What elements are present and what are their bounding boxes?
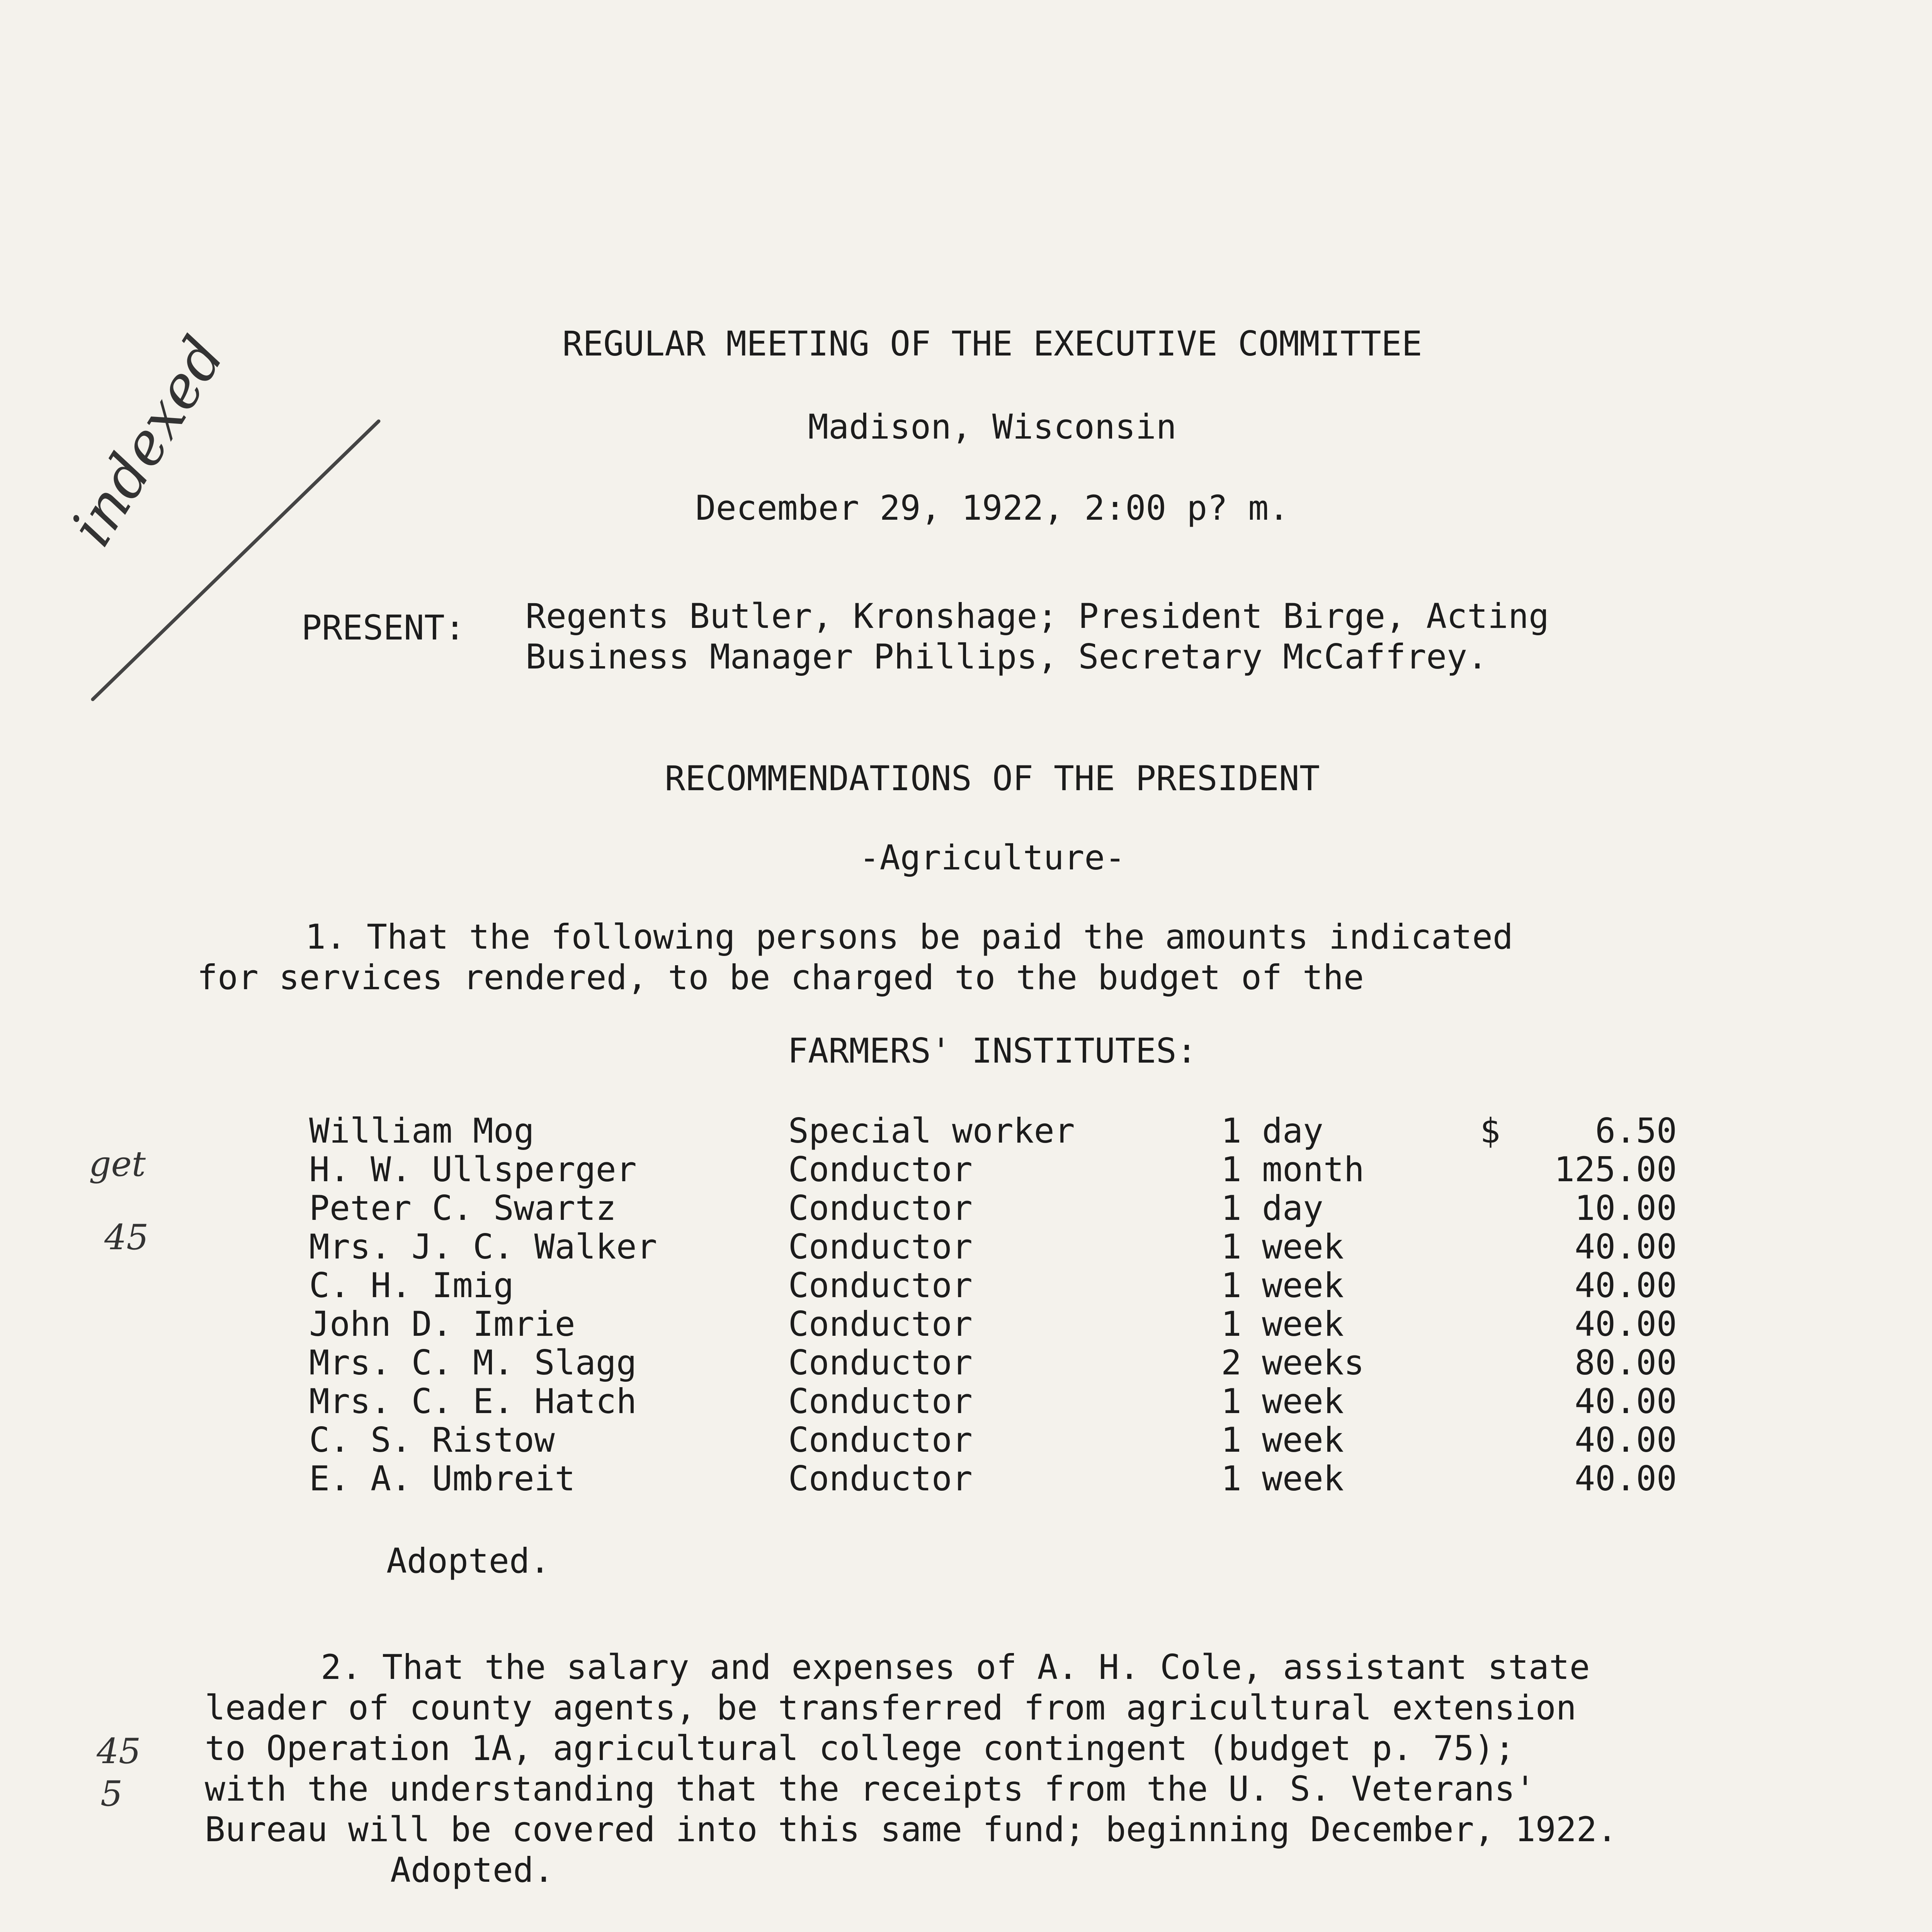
payee-role: Conductor	[788, 1304, 973, 1344]
agriculture-item2-line2: leader of county agents, be transferred from agricultural extension	[205, 1688, 1577, 1728]
table-row	[0, 1381, 1932, 1420]
meeting-location: Madison, Wisconsin	[808, 407, 1177, 447]
margin-note-get: get	[89, 1144, 146, 1184]
payee-role: Conductor	[788, 1420, 973, 1460]
table-row	[0, 1420, 1932, 1459]
payee-period: 1 day	[1221, 1188, 1323, 1228]
payee-role: Conductor	[788, 1381, 973, 1421]
table-row	[0, 1111, 1932, 1150]
payee-role: Special worker	[788, 1111, 1075, 1151]
table-row	[0, 1227, 1932, 1265]
currency-symbol: $	[1480, 1111, 1500, 1151]
payee-name: E. A. Umbreit	[309, 1459, 575, 1498]
payee-role: Conductor	[788, 1188, 973, 1228]
adopted-text: Adopted.	[386, 1541, 550, 1581]
payee-name: Mrs. J. C. Walker	[309, 1227, 657, 1267]
payee-amount: 40.00	[1575, 1304, 1677, 1344]
agriculture-item2-line1: 2. That the salary and expenses of A. H. Cole, assistant state	[321, 1647, 1590, 1687]
payee-name: William Mog	[309, 1111, 534, 1151]
payee-period: 2 weeks	[1221, 1343, 1364, 1383]
table-row	[0, 1343, 1932, 1381]
payee-amount: 40.00	[1575, 1459, 1677, 1498]
payee-period: 1 week	[1221, 1420, 1344, 1460]
payee-period: 1 week	[1221, 1265, 1344, 1305]
payee-amount: 6.50	[1595, 1111, 1677, 1151]
payee-period: 1 week	[1221, 1459, 1344, 1498]
payee-name: John D. Imrie	[309, 1304, 575, 1344]
agriculture-item2-line4: with the understanding that the receipts from the U. S. Veterans'	[205, 1769, 1536, 1809]
payee-amount: 80.00	[1575, 1343, 1677, 1383]
payee-name: Mrs. C. M. Slagg	[309, 1343, 637, 1383]
payee-amount: 40.00	[1575, 1265, 1677, 1305]
adopted-text: Adopted.	[390, 1850, 554, 1890]
present-line-2: Business Manager Phillips, Secretary McCaffrey.	[526, 637, 1488, 677]
payee-name: Peter C. Swartz	[309, 1188, 616, 1228]
recommendations-heading: RECOMMENDATIONS OF THE PRESIDENT	[665, 759, 1320, 798]
payee-name: H. W. Ullsperger	[309, 1150, 637, 1189]
agriculture-item1-line1: 1. That the following persons be paid the amounts indicated	[305, 917, 1513, 957]
payee-period: 1 day	[1221, 1111, 1323, 1151]
indexed-stroke	[77, 406, 394, 723]
payee-name: Mrs. C. E. Hatch	[309, 1381, 637, 1421]
payee-amount: 10.00	[1575, 1188, 1677, 1228]
margin-note-45: 45	[104, 1217, 149, 1258]
payee-role: Conductor	[788, 1227, 973, 1267]
meeting-date: December 29, 1922, 2:00 p? m.	[695, 488, 1289, 528]
payee-period: 1 week	[1221, 1304, 1344, 1344]
present-line-1: Regents Butler, Kronshage; President Birge, Acting	[526, 596, 1549, 636]
table-row	[0, 1150, 1932, 1188]
payee-period: 1 week	[1221, 1381, 1344, 1421]
agriculture-item1-line2: for services rendered, to be charged to the budget of the	[197, 957, 1364, 997]
payee-amount: 40.00	[1575, 1420, 1677, 1460]
agriculture-item2-line3: to Operation 1A, agricultural college contingent (budget p. 75);	[205, 1728, 1515, 1768]
payee-name: C. S. Ristow	[309, 1420, 555, 1460]
margin-note-5: 5	[100, 1774, 123, 1814]
payee-role: Conductor	[788, 1459, 973, 1498]
meeting-title: REGULAR MEETING OF THE EXECUTIVE COMMITTEE	[562, 324, 1422, 364]
present-label: PRESENT:	[301, 608, 465, 648]
payee-amount: 40.00	[1575, 1227, 1677, 1267]
agriculture-item2-line5: Bureau will be covered into this same fund; beginning December, 1922.	[205, 1810, 1617, 1849]
agriculture-heading: -Agriculture-	[859, 838, 1126, 878]
table-row	[0, 1304, 1932, 1343]
payee-name: C. H. Imig	[309, 1265, 514, 1305]
payee-amount: 125.00	[1554, 1150, 1677, 1189]
farmers-institutes-heading: FARMERS' INSTITUTES:	[787, 1031, 1197, 1071]
payee-period: 1 week	[1221, 1227, 1344, 1267]
table-row	[0, 1459, 1932, 1497]
table-row	[0, 1188, 1932, 1227]
indexed-note: indexed	[58, 325, 238, 558]
payee-period: 1 month	[1221, 1150, 1364, 1189]
payee-role: Conductor	[788, 1265, 973, 1305]
payee-role: Conductor	[788, 1343, 973, 1383]
margin-note-45: 45	[97, 1731, 141, 1772]
payee-role: Conductor	[788, 1150, 973, 1189]
table-row	[0, 1265, 1932, 1304]
payee-amount: 40.00	[1575, 1381, 1677, 1421]
